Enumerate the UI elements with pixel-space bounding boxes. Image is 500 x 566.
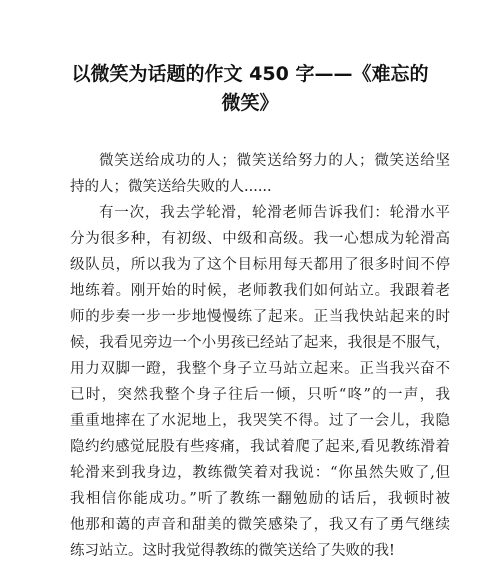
paragraph-2-line-9: 重重地摔在了水泥地上，我哭笑不得。过了一会儿，我隐: [70, 413, 450, 429]
paragraph-1-line-2: 持的人；微笑送给失败的人......: [70, 179, 272, 195]
paragraph-2-line-11: 轮滑来到我身边，教练微笑着对我说：“你虽然失败了,但: [70, 465, 450, 481]
title-line-1: 以微笑为话题的作文 450 字——《难忘的: [71, 63, 429, 85]
title-line-2: 微笑》: [221, 92, 279, 114]
paragraph-2-line-14: 练习站立。这时我觉得教练的微笑送给了失败的我!: [70, 543, 395, 559]
paragraph-2-line-10: 隐约约感觉屁股有些疼痛，我试着爬了起来,看见教练滑着: [70, 439, 450, 455]
paragraph-2-line-13: 他那和蔼的声音和甜美的微笑感染了，我又有了勇气继续: [70, 517, 450, 533]
paragraph-1-line-1: 微笑送给成功的人；微笑送给努力的人；微笑送给坚: [99, 153, 450, 169]
paragraph-2-line-8: 已时，突然我整个身子往后一倾，只听“咚”的一声，我: [70, 387, 450, 403]
paragraph-2-line-12: 我相信你能成功。”听了教练一翻勉励的话后，我顿时被: [70, 491, 450, 507]
paragraph-2-line-5: 师的步奏一步一步地慢慢练了起来。正当我快站起来的时: [70, 309, 450, 325]
paragraph-2-line-1: 有一次，我去学轮滑，轮滑老师告诉我们：轮滑水平: [99, 205, 450, 221]
paragraph-2-line-6: 候，我看见旁边一个小男孩已经站了起来，我很是不服气，: [70, 335, 450, 351]
paragraph-2-line-7: 用力双脚一蹬，我整个身子立马站立起来。正当我兴奋不: [70, 361, 450, 377]
paragraph-2-line-3: 级队员，所以我为了这个目标用每天都用了很多时间不停: [70, 257, 450, 273]
document-body: [70, 148, 450, 564]
paragraph-2-line-4: 地练着。刚开始的时候，老师教我们如何站立。我跟着老: [70, 283, 450, 299]
document-title: [40, 60, 460, 118]
paragraph-2-line-2: 分为很多种，有初级、中级和高级。我一心想成为轮滑高: [70, 231, 450, 247]
